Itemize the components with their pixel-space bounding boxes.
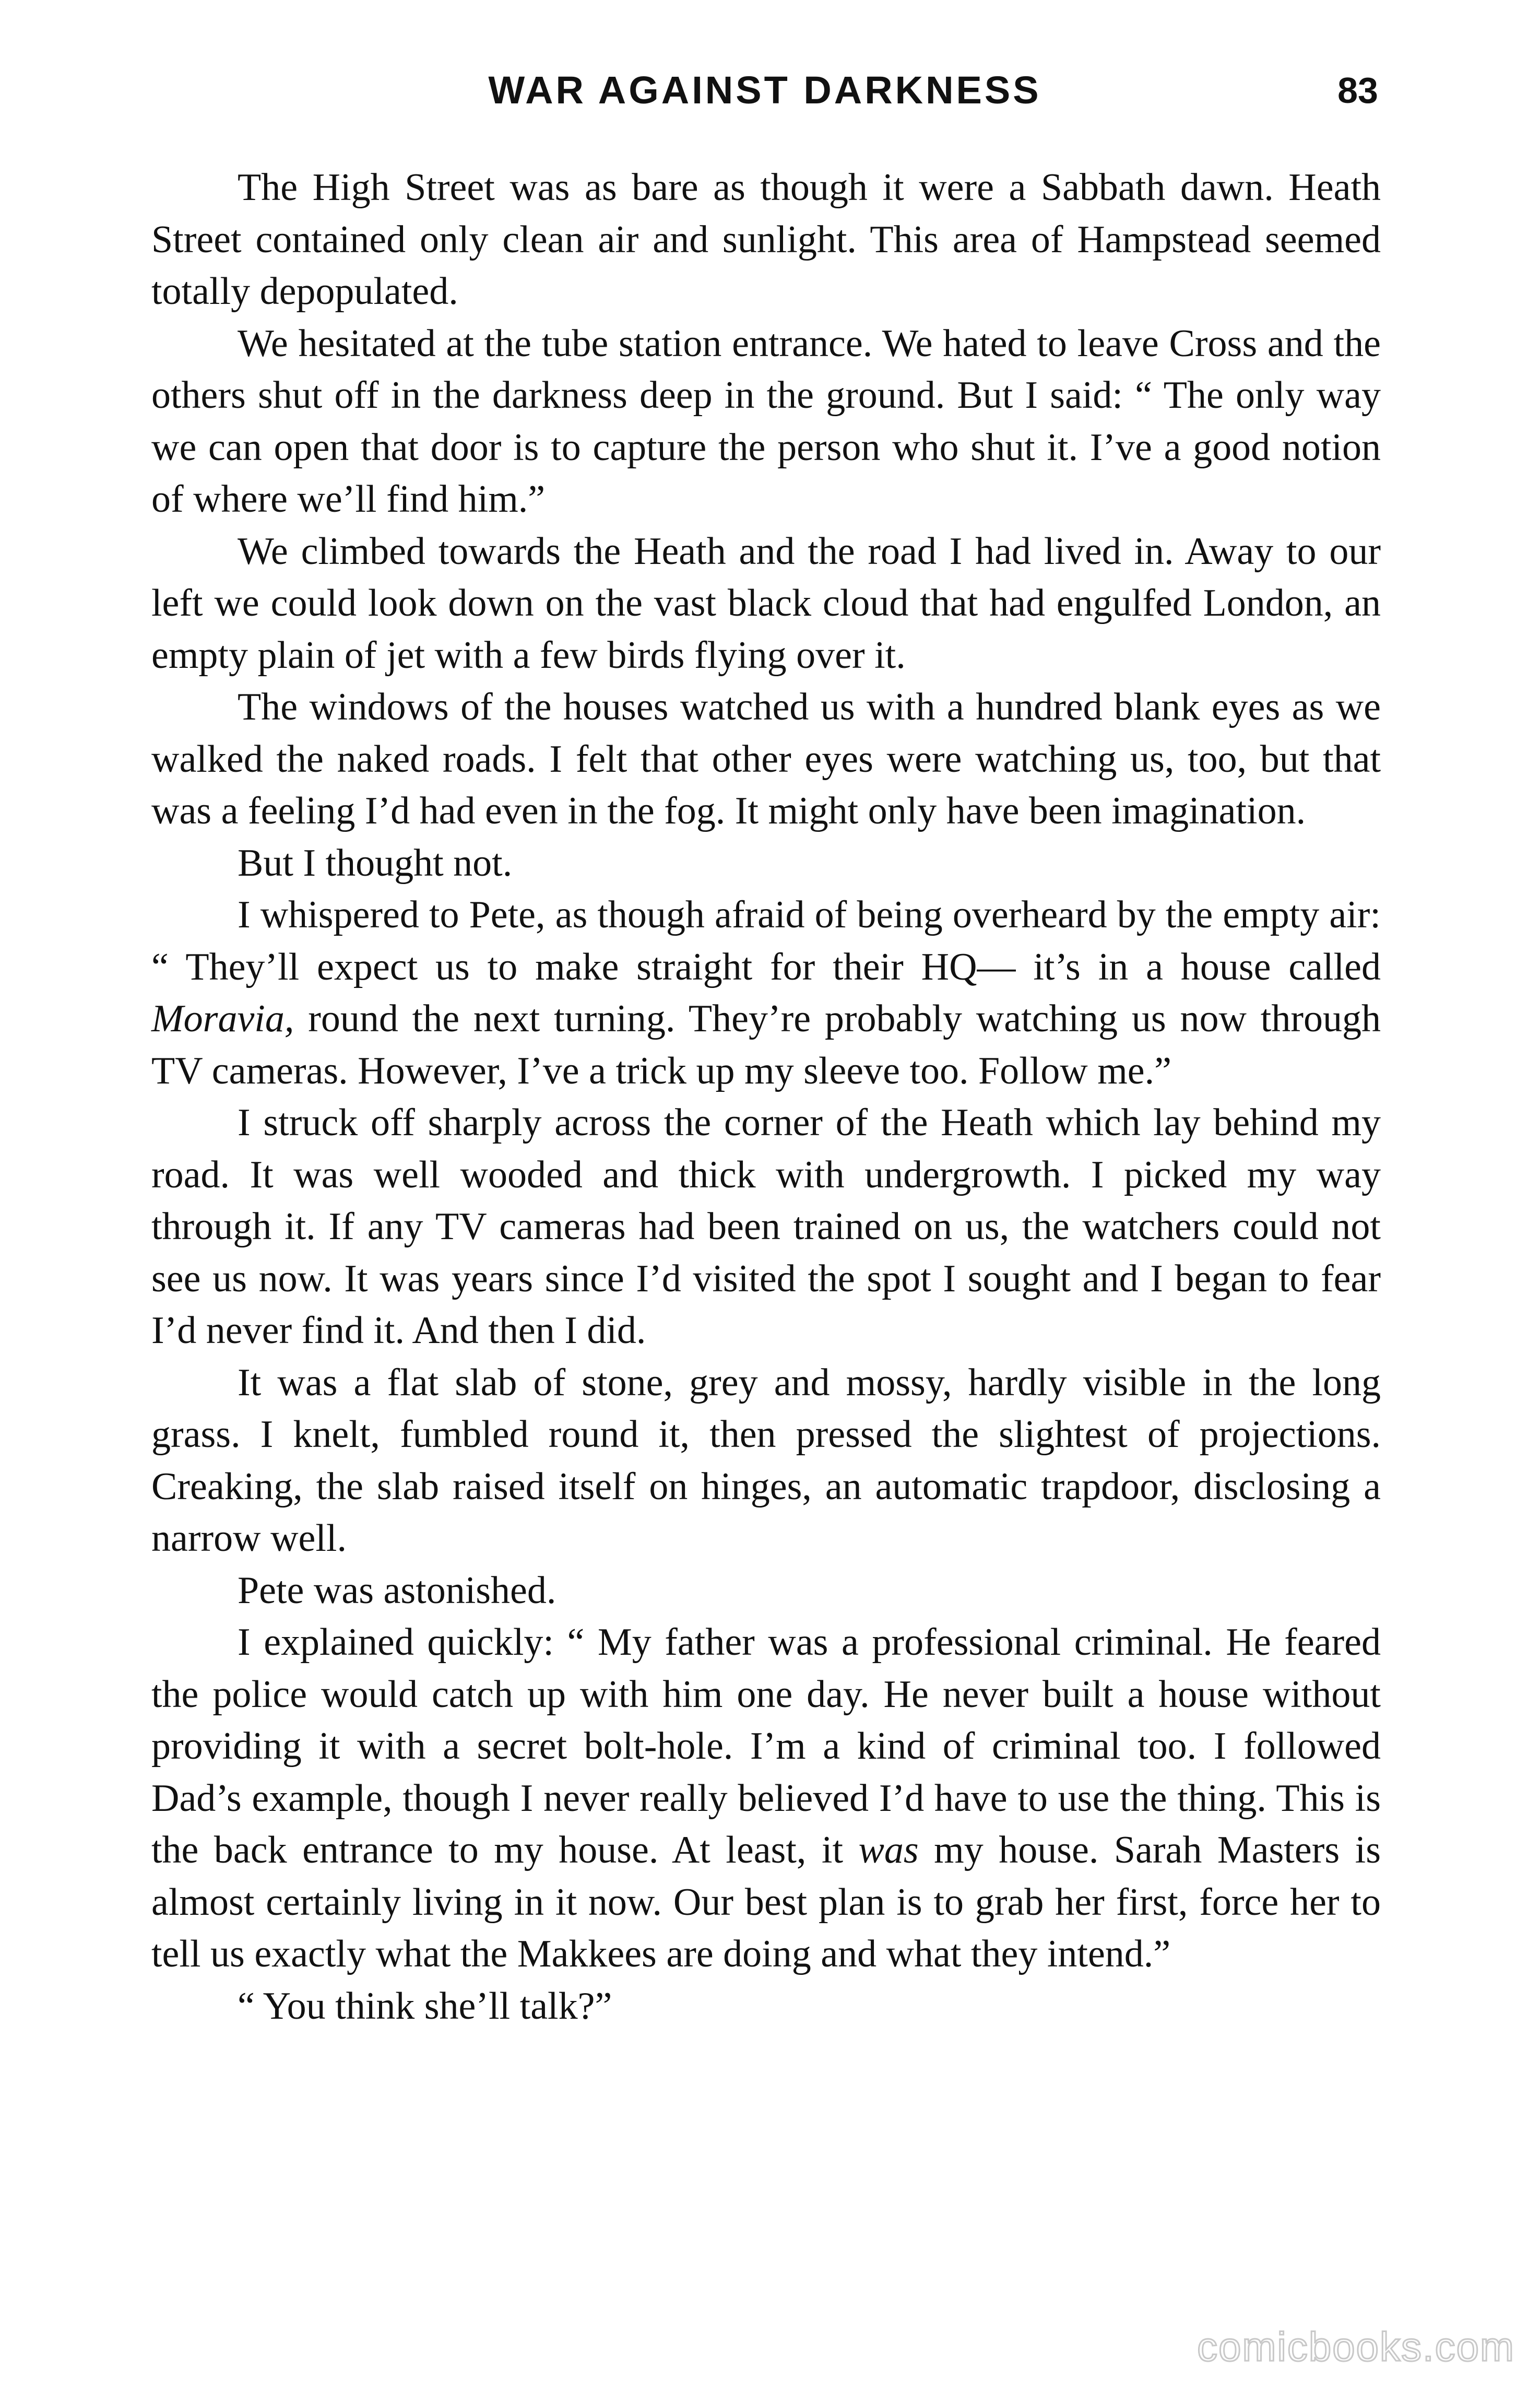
paragraph-6 xyxy=(151,889,1381,1097)
page-number: 83 xyxy=(1337,70,1378,111)
paragraph-6-part-1: I whispered to Pete, as though afraid of being overheard by the empty air: “ They’ll expect us to make straight for their HQ— it’s in a house called xyxy=(151,893,1381,988)
paragraph-3: We climbed towards the Heath and the road I had lived in. Away to our left we could look down on the vast black cloud that had engulfed London, an empty plain of jet with a few birds flying over it. xyxy=(151,529,1381,677)
paragraph-11: “ You think she’ll talk?” xyxy=(238,1984,612,2028)
house-name-italic: Moravia, xyxy=(151,997,294,1040)
page-header xyxy=(151,62,1378,119)
was-italic: was xyxy=(858,1829,919,1871)
paragraph-10-part-1: I explained quickly: “ My father was a professional criminal. He feared the police would catch up with him one day. He never built a house without providing it with a secret bolt-hole. I’m a kind of criminal too. I followed Dad’s example, though I never really believed I’d have to use the thing. This is the back entrance to my house. At least, it xyxy=(151,1621,1381,1871)
paragraph-7: I struck off sharply across the corner of the Heath which lay behind my road. It was well wooded and thick with undergrowth. I picked my way through it. If any TV cameras had been trained on us, the watchers could not see us now. It was years since I’d visited the spot I sought and I began to fear I’d never find it. And then I did. xyxy=(151,1101,1381,1352)
paragraph-2: We hesitated at the tube station entrance. We hated to leave Cross and the others shut off in the darkness deep in the ground. But I said: “ The only way we can open that door is to capture the person who shut it. I’ve a good notion of where we’ll find him.” xyxy=(151,322,1381,521)
paragraph-8: It was a flat slab of stone, grey and mossy, hardly visible in the long grass. I knelt, fumbled round it, then pressed the slightest of projections. Creaking, the slab raised itself on hinges, an automatic trapdoor, disclosing a narrow well. xyxy=(151,1361,1381,1560)
paragraph-9: Pete was astonished. xyxy=(238,1569,556,1612)
paragraph-10-part-2: my house. Sarah Masters is almost certainly living in it now. Our best plan is to grab her first, force her to tell us exactly what the Makkees are doing and what they intend.” xyxy=(151,1829,1381,1975)
running-title: WAR AGAINST DARKNESS xyxy=(488,68,1041,112)
paragraph-4: The windows of the houses watched us with a hundred blank eyes as we walked the naked roads. I felt that other eyes were watching us, too, but that was a feeling I’d had even in the fog. It might only have been imagination. xyxy=(151,686,1381,832)
body-text xyxy=(151,162,1381,2032)
watermark: comicbooks.com xyxy=(1197,2324,1515,2370)
paragraph-1: The High Street was as bare as though it were a Sabbath dawn. Heath Street contained only clean air and sunlight. This area of Hampstead seemed totally depopulated. xyxy=(151,166,1381,313)
paragraph-5: But I thought not. xyxy=(238,841,513,885)
paragraph-10 xyxy=(151,1617,1381,1981)
paragraph-6-part-2: round the next turning. They’re probably watching us now through TV cameras. However, I’ve a trick up my sleeve too. Follow me.” xyxy=(151,997,1381,1092)
